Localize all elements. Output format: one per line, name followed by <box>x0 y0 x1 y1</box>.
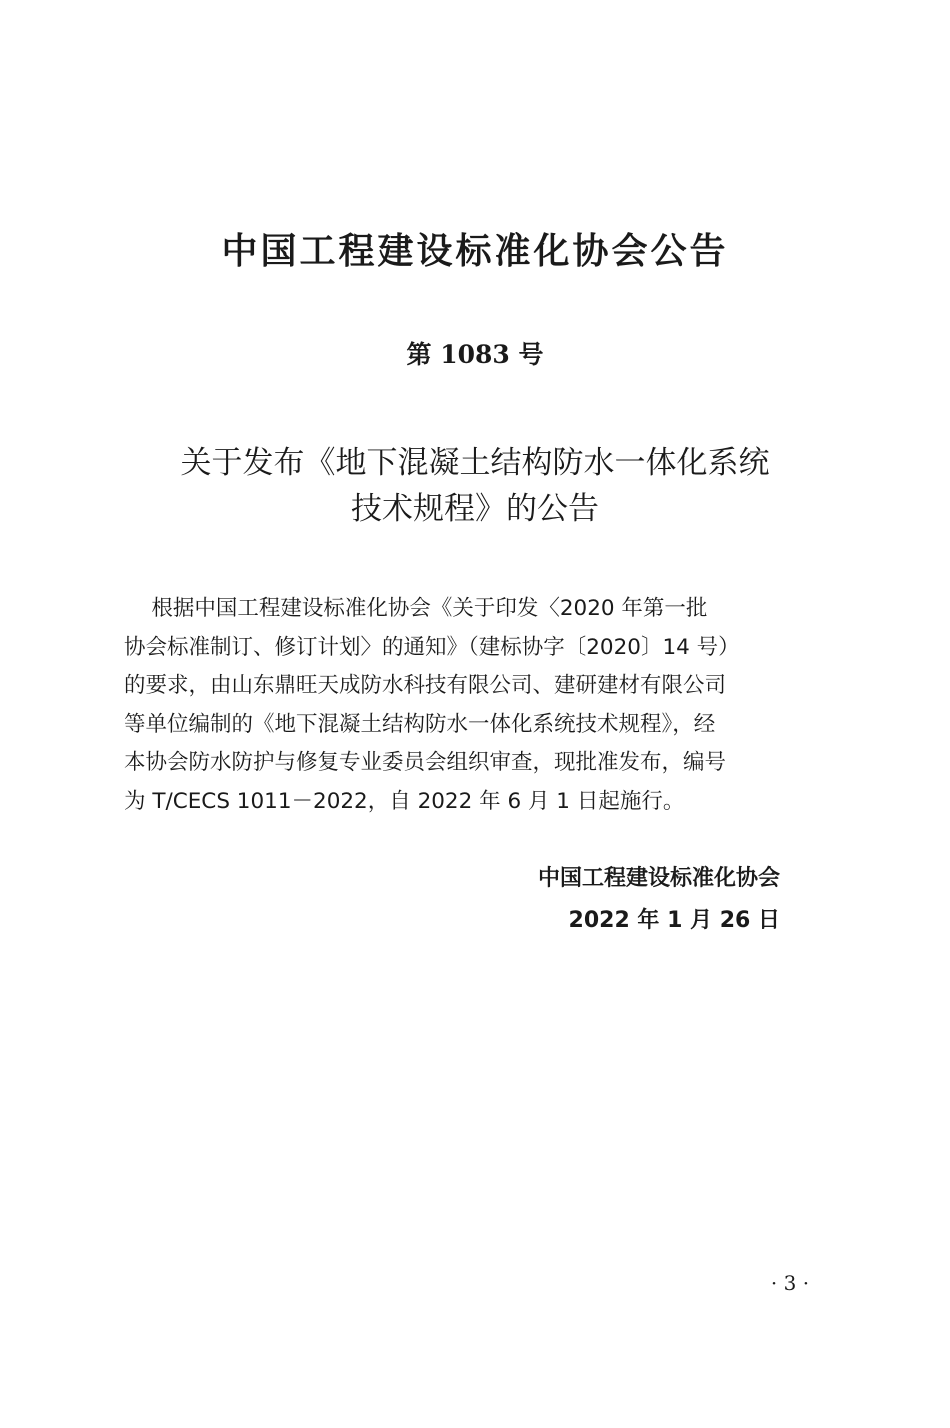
announcement-body <box>124 590 834 822</box>
body-line: 等单位编制的《地下混凝土结构防水一体化系统技术规程》，经 <box>124 711 716 737</box>
signature-block <box>0 858 780 942</box>
announcement-number: 第 1083 号 <box>406 340 544 369</box>
announcement-subject <box>0 440 950 532</box>
body-line: 的要求，由山东鼎旺天成防水科技有限公司、建研建材有限公司 <box>124 673 727 699</box>
body-line: 本协会防水防护与修复专业委员会组织审查，现批准发布，编号 <box>124 750 727 776</box>
subject-line: 关于发布《地下混凝土结构防水一体化系统 <box>180 445 770 481</box>
body-line: 为 T/CECS 1011－2022，自 2022 年 6 月 1 日起施行。 <box>124 788 685 814</box>
subject-line: 技术规程》的公告 <box>351 491 599 527</box>
page-number: · 3 · <box>770 1271 810 1295</box>
body-line: 根据中国工程建设标准化协会《关于印发〈2020 年第一批 <box>124 596 708 621</box>
issuer-name: 中国工程建设标准化协会 <box>537 866 780 891</box>
body-line: 协会标准制订、修订计划〉的通知》（建标协字〔2020〕14 号） <box>124 634 740 660</box>
issue-date: 2022 年 1 月 26 日 <box>568 908 780 933</box>
announcement-title: 中国工程建设标准化协会公告 <box>221 231 729 272</box>
